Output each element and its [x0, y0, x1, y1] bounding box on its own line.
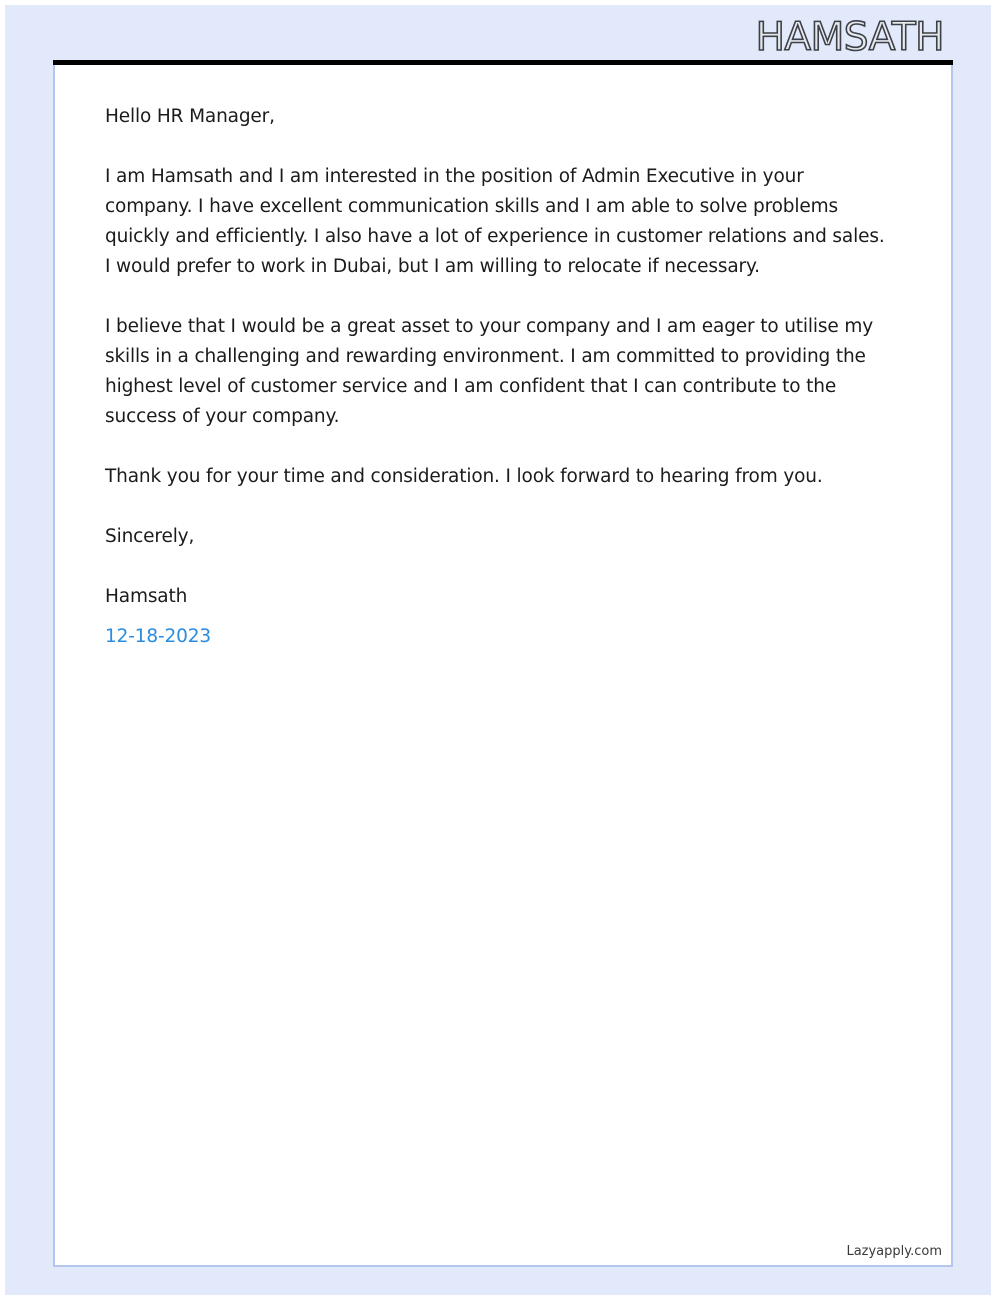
closing: Sincerely, — [105, 526, 195, 547]
page-background — [5, 5, 991, 1295]
letter-date: 12-18-2023 — [105, 626, 212, 647]
paragraph-2: I believe that I would be a great asset to your company and I am eager to utilise my skills in a challenging and rewarding environment. I am committed to providing the highest level of customer service and I am confident that I can contribute to the success of your company. — [105, 316, 873, 427]
paragraph-3: Thank you for your time and consideration. I look forward to hearing from you. — [105, 466, 823, 487]
signature: Hamsath — [105, 586, 188, 607]
footer-credit: Lazyapply.com — [846, 1244, 942, 1259]
salutation: Hello HR Manager, — [105, 106, 275, 127]
paragraph-1: I am Hamsath and I am interested in the position of Admin Executive in your company. I have excellent communication skills and I am able to solve problems quickly and efficiently. I also have a lot of experience in customer relations and sales. I would prefer to work in Dubai, but I am willing to relocate if necessary. — [105, 166, 885, 277]
letter-body — [105, 102, 895, 652]
letter-sheet — [53, 65, 953, 1267]
header-name: HAMSATH — [755, 15, 944, 60]
